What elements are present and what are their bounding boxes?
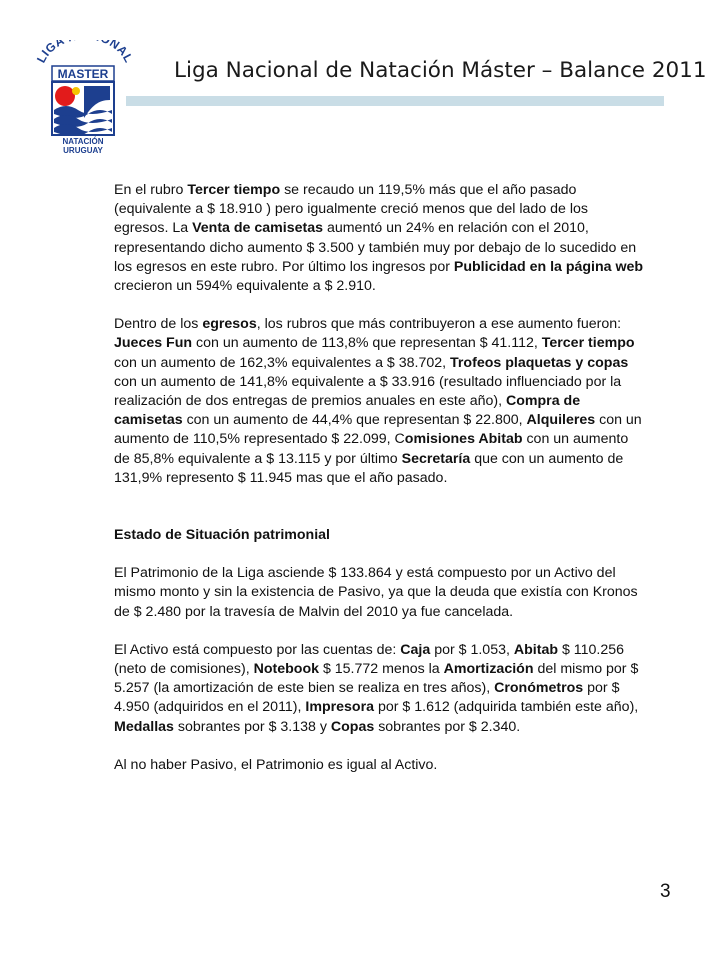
text-run: con un aumento de 110,5% representado $ 22.099, C	[114, 412, 642, 448]
paragraph-patrimonio	[114, 564, 644, 622]
page-number: 3	[660, 881, 671, 902]
bold-term: Tercer tiempo	[541, 335, 635, 352]
bold-term: Tercer tiempo	[187, 182, 281, 198]
bold-term: Medallas	[114, 718, 174, 735]
document-body	[114, 181, 644, 775]
text-run: por $ 4.950 (adquiridos en el 2011),	[114, 680, 620, 716]
bold-term: Venta de camisetas	[192, 220, 324, 237]
text-run: del mismo por $ 5.257 (la amortización de este bien se realiza en tres años),	[114, 661, 639, 697]
text-run: Dentro de los	[114, 316, 203, 333]
bold-term: omisiones Abitab	[404, 431, 523, 448]
paragraph-egresos	[114, 315, 644, 488]
logo-arc-text: IGA NA	[38, 40, 131, 59]
text-run: $ 15.772 menos la	[319, 661, 444, 678]
bold-term: Alquileres	[526, 412, 596, 429]
bold-term: Trofeos plaquetas y copas	[450, 354, 629, 371]
text-run: por $ 1.053,	[430, 641, 514, 658]
text-run: se recaudo un 119,5% más que el año pasado (equivalente a $ 18.910 ) pero igualmente creció menos que del lado de los egresos. La	[114, 182, 589, 237]
text-run: con un aumento de 113,8% que representan $ 41.112,	[192, 335, 542, 352]
text-run: sobrantes por $ 2.340.	[374, 718, 521, 735]
logo-master-text: MASTER	[57, 67, 109, 81]
page-title: Liga Nacional de Natación Máster – Balance 2011	[174, 58, 707, 83]
bold-term: egresos	[202, 316, 257, 333]
bold-term: Cronómetros	[494, 680, 584, 697]
text-run: con un aumento de 85,8% equivalente a $ 13.115 y por último	[114, 431, 629, 467]
bold-term: Jueces Fun	[114, 335, 193, 352]
text-run: En el rubro	[114, 182, 188, 198]
league-logo	[36, 40, 132, 158]
text-run: El Patrimonio de la Liga asciende $ 133.864 y está compuesto por un Activo del mismo monto y sin la existencia de Pasivo, ya que la deuda que existía con Kronos de $ 2.480 por la travesía de Malvin del 2010 ya fue cancelada.	[114, 565, 638, 620]
logo-natacion-text: NATACIÓN	[62, 137, 104, 146]
header-divider-bar	[126, 96, 664, 106]
text-run: Al no haber Pasivo, el Patrimonio es igual al Activo.	[114, 756, 438, 773]
text-run: que con un aumento de 131,9% represento $ 11.945 mas que el año pasado.	[114, 450, 624, 486]
bold-term: Amortización	[443, 661, 534, 678]
bold-term: Notebook	[253, 661, 319, 678]
text-run: con un aumento de 162,3% equivalentes a $ 38.702,	[114, 354, 451, 371]
text-run: sobrantes por $ 3.138 y	[173, 718, 331, 735]
text-run: aumentó un 24% en relación con el 2010, representando dicho aumento $ 3.500 y también muy por debajo de lo sucedido en los egresos en este rubro. Por último los ingresos por	[114, 220, 637, 275]
bold-term: Impresora	[305, 699, 375, 716]
text-run: crecieron un 594% equivalente a $ 2.910.	[114, 278, 376, 295]
text-run: , los rubros que más contribuyeron a ese aumento fueron:	[256, 316, 622, 333]
paragraph-activo	[114, 641, 644, 737]
logo-uruguay-text: URUGUAY	[63, 146, 103, 155]
bold-term: Abitab	[513, 641, 558, 658]
section-heading: Estado de Situación patrimonial	[114, 527, 330, 544]
bold-term: Caja	[400, 641, 431, 658]
logo-graphic	[36, 40, 132, 158]
bold-term: Publicidad en la página web	[453, 258, 644, 275]
paragraph-conclusion	[114, 756, 644, 775]
text-run: con un aumento de 141,8% equivalente a $ 33.916 (resultado influenciado por la realización de dos entregas de premios anuales en este año),	[114, 373, 622, 410]
text-run: con un aumento de 44,4% que representan $ 22.800,	[182, 412, 527, 429]
bold-term: Compra de camisetas	[114, 393, 581, 429]
svg-text:LIGA NACIONAL	[36, 40, 132, 65]
bold-term: Copas	[330, 718, 375, 735]
text-run: $ 110.256 (neto de comisiones),	[114, 641, 625, 678]
text-run: por $ 1.612 (adquirida también este año),	[374, 699, 639, 716]
bold-term: Secretaría	[401, 450, 471, 467]
paragraph-ingresos	[114, 181, 644, 296]
text-run: El Activo está compuesto por las cuentas de:	[114, 641, 401, 658]
